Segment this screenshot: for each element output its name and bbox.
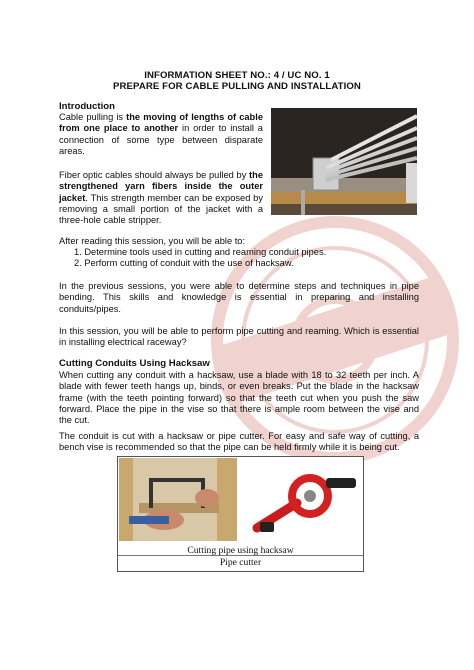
hacksaw-photo bbox=[119, 458, 237, 541]
sheet-subtitle: PREPARE FOR CABLE PULLING AND INSTALLATION bbox=[113, 81, 361, 92]
figure-caption-cutter: Pipe cutter bbox=[219, 557, 262, 568]
session-paragraph: In this session, you will be able to perform pipe cutting and reaming. Which is essential in installing electrical raceway? bbox=[59, 326, 419, 348]
fiber-paragraph: Fiber optic cables should always be pulled by the strengthened yarn fibers inside the outer jacket. This strength member can be exposed by removing a small portion of the jacket with a three-hole cable stripper. bbox=[59, 170, 263, 226]
tools-figure bbox=[117, 456, 364, 572]
introduction-paragraph: Cable pulling is the moving of lengths of cable from one place to another in order to install a connection of some type between disparate areas. bbox=[59, 112, 263, 156]
objective-item: 1. Determine tools used in cutting and reaming conduit pipes. bbox=[74, 247, 327, 257]
objective-item: 2. Perform cutting of conduit with the use of hacksaw. bbox=[74, 258, 294, 269]
objectives-list bbox=[74, 247, 414, 270]
sheet-title: INFORMATION SHEET NO.: 4 / UC NO. 1 bbox=[144, 70, 330, 81]
figure-caption-hacksaw: Cutting pipe using hacksaw bbox=[187, 545, 294, 556]
cutting-heading: Cutting Conduits Using Hacksaw bbox=[59, 358, 210, 369]
objectives-intro: After reading this session, you will be able to: bbox=[59, 236, 246, 246]
previous-sessions-paragraph: In the previous sessions, you were able to determine steps and techniques in pipe bending. This skills and knowledge is essential in preparing and installing conduits/pipes. bbox=[59, 281, 419, 314]
introduction-heading: Introduction bbox=[59, 101, 115, 112]
conduit-cut-paragraph: The conduit is cut with a hacksaw or pipe cutter. For easy and safe way of cutting, a bench vise is recommended so that the pipe can be held firmly while it is being cut. bbox=[59, 431, 419, 453]
conduit-installation-photo bbox=[271, 108, 417, 215]
caption-divider bbox=[118, 555, 363, 556]
hacksaw-paragraph: When cutting any conduit with a hacksaw, use a blade with 18 to 32 teeth per inch. A blade with fewer teeth hangs up, binds, or even breaks. Put the blade in the hacksaw frame (with the teeth pointing forward) so that the teeth cut when you push the saw forward. Place the pipe in the vise so that there is ample room between the vise and the cut. bbox=[59, 370, 419, 426]
pipe-cutter-photo bbox=[242, 458, 362, 541]
